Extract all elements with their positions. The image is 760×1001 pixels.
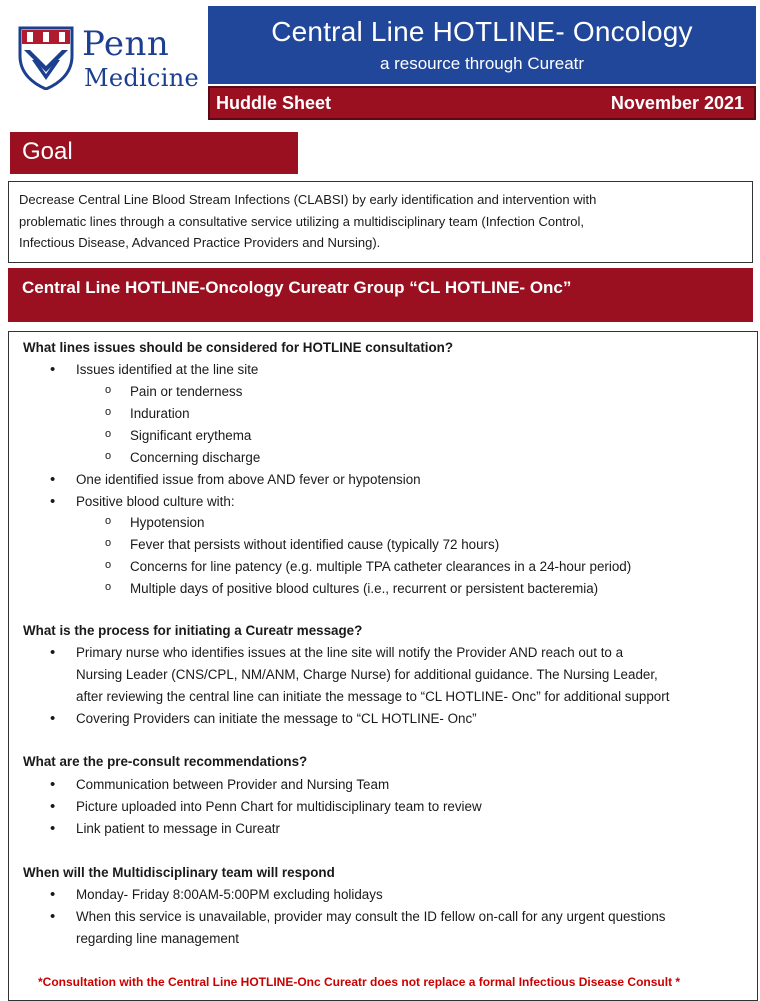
list-item: • Monday- Friday 8:00AM-5:00PM excluding holidays (76, 887, 383, 902)
goal-heading-text: Goal (22, 138, 73, 165)
penn-medicine-logo (18, 26, 198, 96)
section-question: When will the Multidisciplinary team will respond (23, 865, 335, 880)
list-item-continuation: Nursing Leader (CNS/CPL, NM/ANM, Charge Nurse) for additional guidance. The Nursing Leader, (76, 667, 658, 682)
group-title: Central Line HOTLINE-Oncology Cureatr Group “CL HOTLINE- Onc” (22, 278, 572, 297)
list-item: • Primary nurse who identifies issues at the line site will notify the Provider AND reach out to a (76, 645, 623, 660)
logo-word-penn: Penn (82, 24, 170, 64)
list-item: • Communication between Provider and Nursing Team (76, 777, 389, 792)
penn-shield-icon (18, 26, 74, 90)
goal-text-box (8, 181, 753, 263)
sub-list-item: o Multiple days of positive blood cultures (i.e., recurrent or persistent bacteremia) (130, 581, 598, 596)
footer-disclaimer: *Consultation with the Central Line HOTLINE-Onc Cureatr does not replace a formal Infectious Disease Consult * (38, 975, 681, 989)
list-item: • One identified issue from above AND fever or hypotension (76, 472, 421, 487)
list-item: • Link patient to message in Cureatr (76, 821, 280, 836)
group-title-bar (8, 268, 753, 322)
page-subtitle: a resource through Cureatr (379, 54, 585, 73)
logo-word-medicine: Medicine (84, 64, 199, 92)
sub-list-item: o Induration (130, 406, 190, 421)
goal-line: Decrease Central Line Blood Stream Infections (CLABSI) by early identification and intervention with (19, 192, 597, 207)
goal-line: Infectious Disease, Advanced Practice Providers and Nursing). (19, 235, 381, 250)
sub-list-item: o Significant erythema (130, 428, 251, 443)
list-item: • Covering Providers can initiate the message to “CL HOTLINE- Onc” (76, 711, 477, 726)
goal-line: problematic lines through a consultative service utilizing a multidisciplinary team (Infection Control, (19, 213, 585, 229)
list-item-continuation: regarding line management (76, 931, 240, 946)
goal-heading (10, 132, 298, 174)
sub-list-item: o Concerns for line patency (e.g. multiple TPA catheter clearances in a 24-hour period) (130, 559, 631, 574)
list-item: • Picture uploaded into Penn Chart for multidisciplinary team to review (76, 799, 482, 814)
section-question: What is the process for initiating a Cureatr message? (23, 623, 363, 638)
list-item: • Issues identified at the line site (76, 362, 258, 377)
huddle-bar (208, 86, 756, 120)
huddle-sheet-label: Huddle Sheet (216, 93, 332, 113)
section-question: What lines issues should be considered for HOTLINE consultation? (23, 340, 454, 355)
date-label: November 2021 (610, 93, 744, 113)
page-title: Central Line HOTLINE- Oncology (271, 16, 693, 47)
list-item: • Positive blood culture with: (76, 494, 235, 509)
sub-list-item: o Pain or tenderness (130, 384, 242, 399)
sub-list-item: o Hypotension (130, 515, 204, 530)
list-item-continuation: after reviewing the central line can initiate the message to “CL HOTLINE- Onc” for additional support (76, 689, 670, 704)
sub-list-item: o Fever that persists without identified cause (typically 72 hours) (130, 537, 499, 552)
sub-list-item: o Concerning discharge (130, 450, 260, 465)
section-question: What are the pre-consult recommendations? (23, 754, 308, 769)
main-content-box (8, 331, 758, 1001)
header-banner (208, 6, 756, 84)
list-item: • When this service is unavailable, provider may consult the ID fellow on-call for any urgent questions (76, 909, 665, 924)
